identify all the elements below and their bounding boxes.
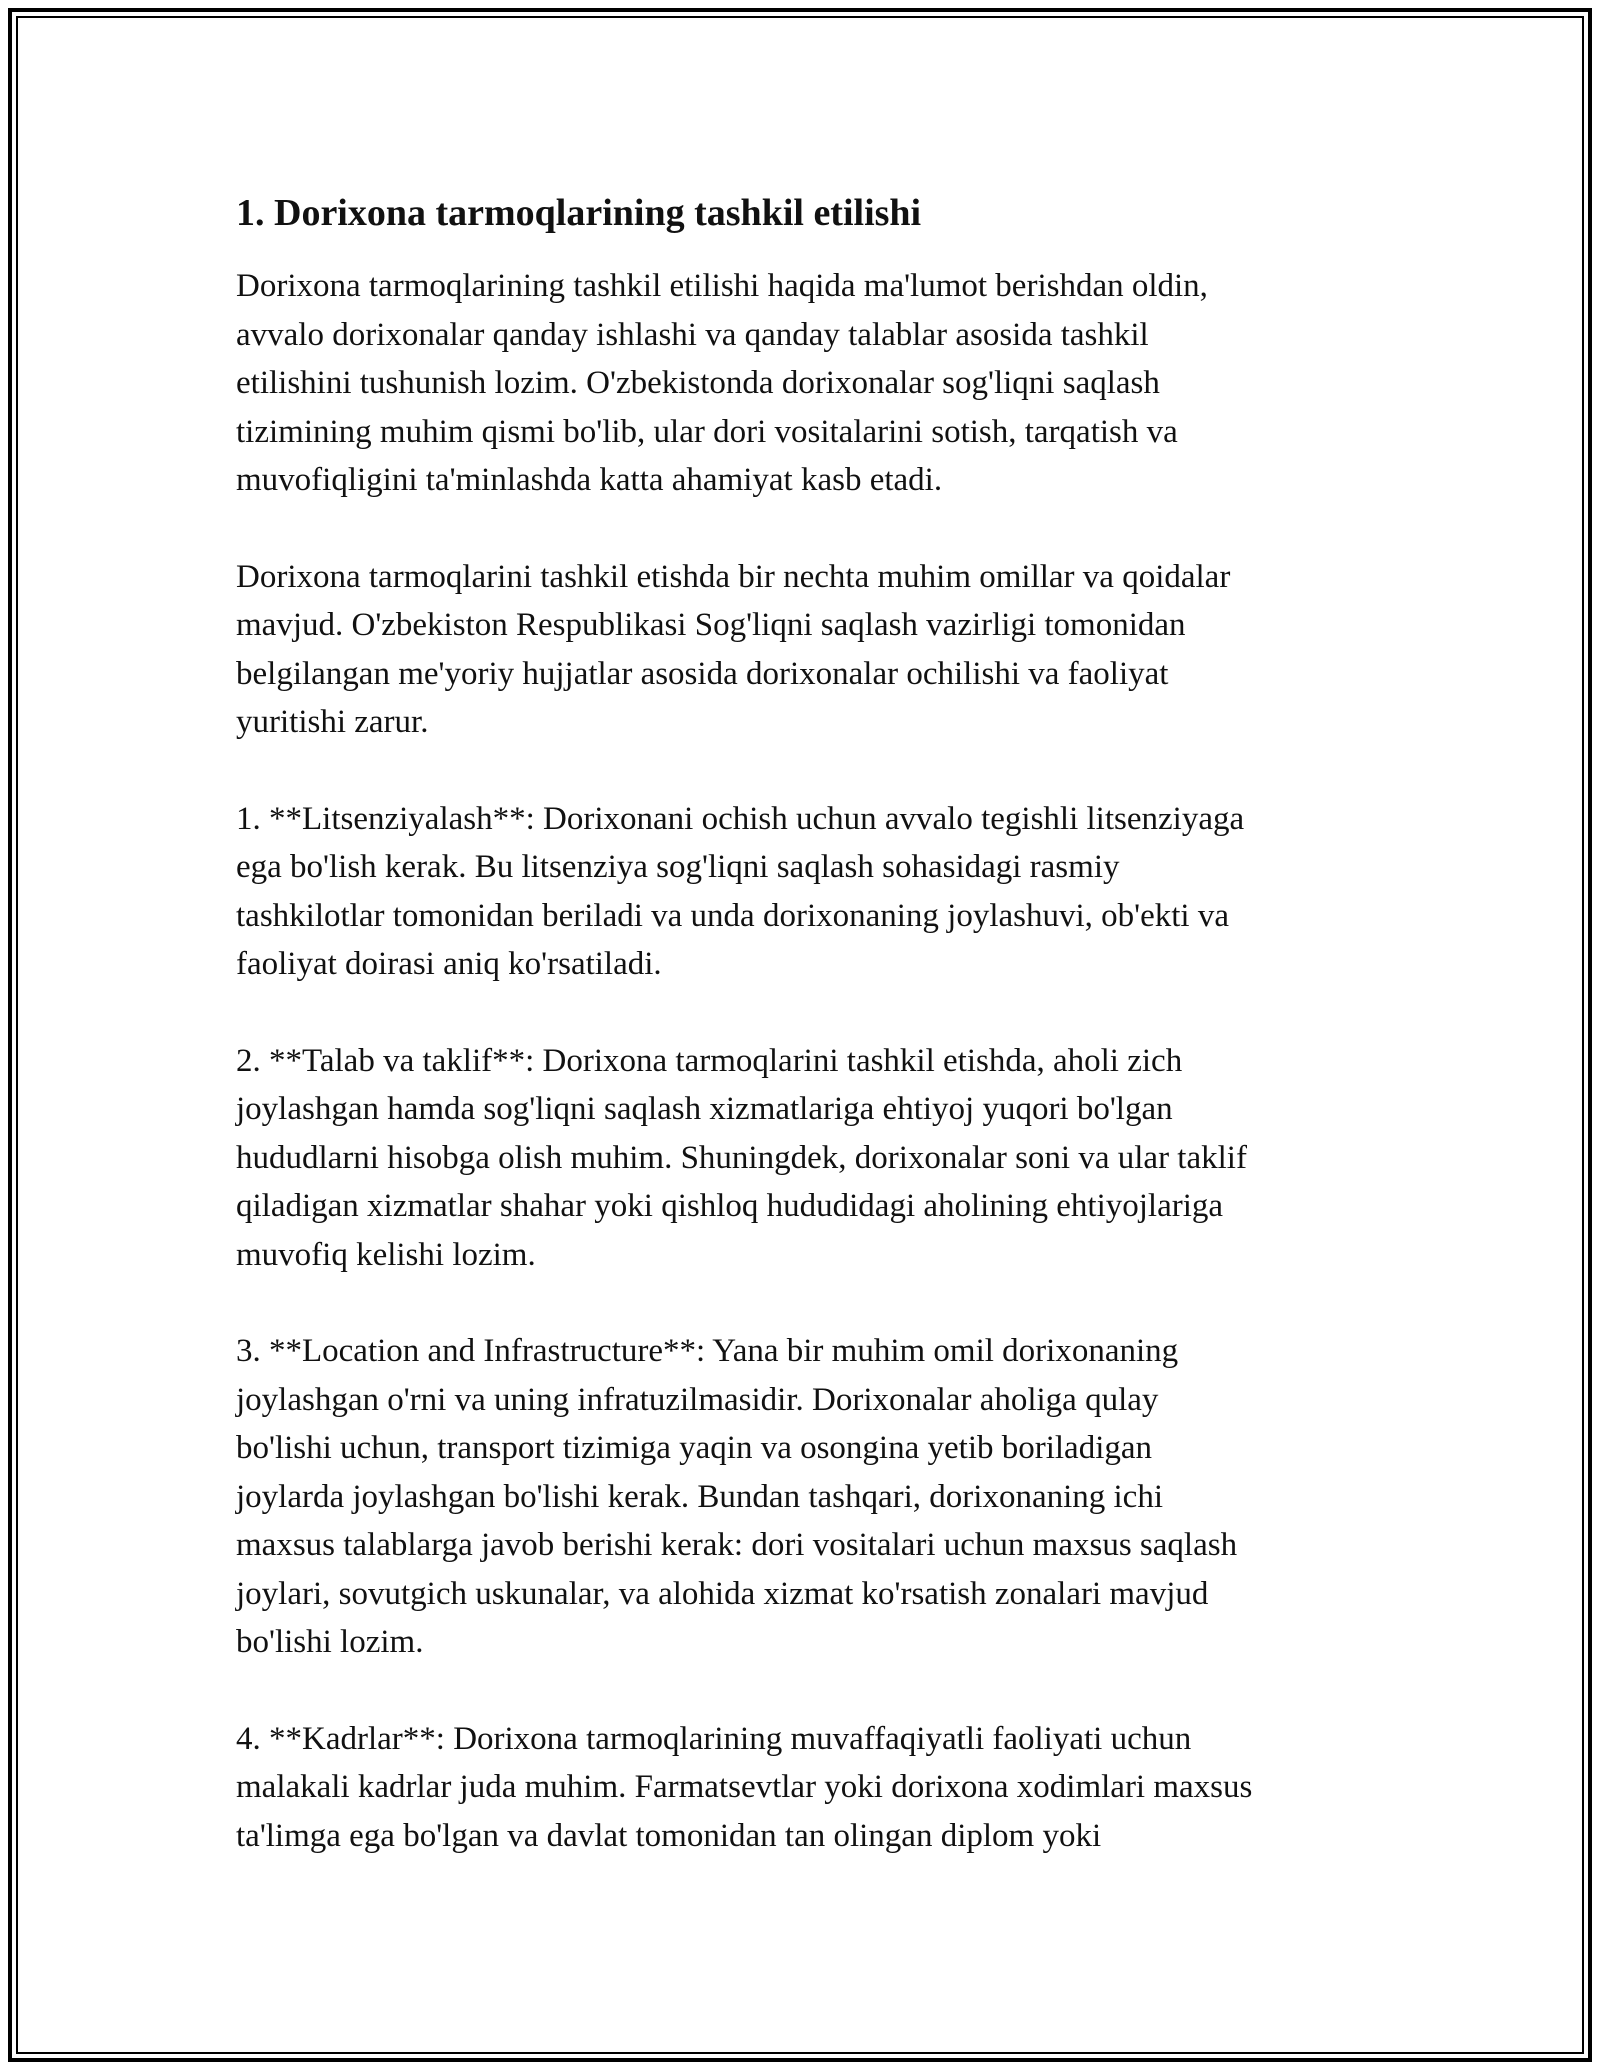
document-body — [236, 186, 1386, 1908]
paragraph-supply-demand: 2. **Talab va taklif**: Dorixona tarmoqlarini tashkil etishda, aholi zich joylashgan hamda sog'liqni saqlash xizmatlariga ehtiyoj yuqori bo'lgan hududlarni hisobga olish muhim. Shuningdek, dorixonalar soni va ular taklif qiladigan xizmatlar shahar yoki qishloq hududidagi aholining ehtiyojlariga muvofiq kelishi lozim. — [236, 1042, 1247, 1273]
paragraph-factors: Dorixona tarmoqlarini tashkil etishda bir nechta muhim omillar va qoidalar mavjud. O'zbekiston Respublikasi Sog'liqni saqlash vazirligi tomonidan belgilangan me'yoriy hujjatlar asosida dorixonalar ochilishi va faoliyat yuritishi zarur. — [236, 558, 1231, 740]
paragraph-intro: Dorixona tarmoqlarining tashkil etilishi haqida ma'lumot berishdan oldin, avvalo dorixonalar qanday ishlashi va qanday talablar asosida tashkil etilishini tushunish lozim. O'zbekistonda dorixonalar sog'liqni saqlash tizimining muhim qismi bo'lib, ular dori vositalarini sotish, tarqatish va muvofiqligini ta'minlashda katta ahamiyat kasb etadi. — [236, 268, 1208, 498]
section-title: 1. Dorixona tarmoqlarining tashkil etilishi — [236, 192, 922, 234]
paragraph-staff: 4. **Kadrlar**: Dorixona tarmoqlarining muvaffaqiyatli faoliyati uchun malakali kadrlar juda muhim. Farmatsevtlar yoki dorixona xodimlari maxsus ta'limga ega bo'lgan va davlat tomonidan tan olingan diplom yoki — [236, 1720, 1253, 1854]
paragraph-location: 3. **Location and Infrastructure**: Yana bir muhim omil dorixonaning joylashgan o'rni va uning infratuzilmasidir. Dorixonalar aholiga qulay bo'lishi uchun, transport tizimiga yaqin va osongina yetib boriladigan joylarda joylashgan bo'lishi kerak. Bundan tashqari, dorixonaning ichi maxsus talablarga javob berishi kerak: dori vositalari uchun maxsus saqlash joylari, sovutgich uskunalar, va alohida xizmat ko'rsatish zonalari mavjud bo'lishi lozim. — [236, 1333, 1238, 1660]
paragraph-licensing: 1. **Litsenziyalash**: Dorixonani ochish uchun avvalo tegishli litsenziyaga ega bo'lish kerak. Bu litsenziya sog'liqni saqlash sohasidagi rasmiy tashkilotlar tomonidan beriladi va unda dorixonaning joylashuvi, ob'ekti va faoliyat doirasi aniq ko'rsatiladi. — [236, 800, 1245, 982]
